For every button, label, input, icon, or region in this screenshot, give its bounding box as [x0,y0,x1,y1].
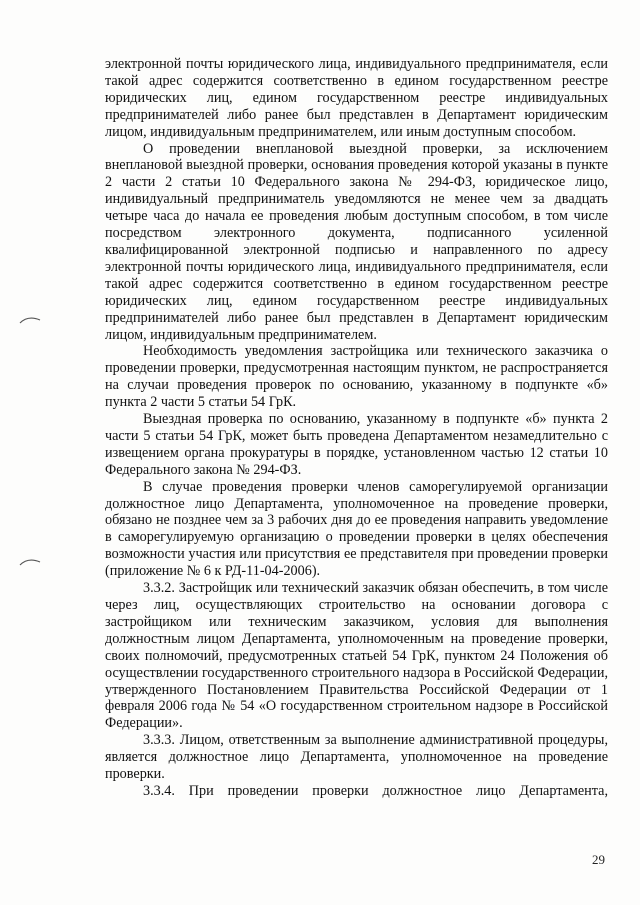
binding-mark-top [18,313,42,325]
paragraph: В случае проведения проверки членов саморегулируемой организации должностное лицо Департамента, уполномоченное на проведение проверки, обязано не позднее чем за 3 рабочих дня до ее проведения направить уведомление в саморегулируемую организацию о проведении проверки в целях обеспечения возможности участия или присутствия ее представителя при проведении проверки (приложение № 6 к РД-11-04-2006). [105,478,608,580]
paragraph: 3.3.3. Лицом, ответственным за выполнение административной процедуры, является должностное лицо Департамента, уполномоченное на проведение проверки. [105,732,608,783]
paragraph: Выездная проверка по основанию, указанному в подпункте «б» пункта 2 части 5 статьи 54 ГрК, может быть проведена Департаментом незамедлительно с извещением органа прокуратуры в порядке, установленном частью 12 статьи 10 Федерального закона № 294-ФЗ. [105,411,608,478]
paragraph: Необходимость уведомления застройщика или технического заказчика о проведении проверки, предусмотренная настоящим пунктом, не распространяется на случаи проведения проверок по основанию, указанному в подпункте «б» пункта 2 части 5 статьи 54 ГрК. [105,343,608,411]
paragraph: 3.3.2. Застройщик или технический заказчик обязан обеспечить, в том числе через лиц, осуществляющих строительство на основании договора с застройщиком или техническим заказчиком, условия для выполнения должностным лицом Департамента, уполномоченным на проведение проверки, своих полномочий, предусмотренных статьей 54 ГрК, пунктом 24 Положения об осуществлении государственного строительного надзора в Российской Федерации, утвержденного Постановлением Правительства Российской Федерации от 1 февраля 2006 года № 54 «О государственном строительном надзоре в Российской Федерации». [105,580,608,732]
paragraph: электронной почты юридического лица, индивидуального предпринимателя, если такой адрес содержится соответственно в едином государственном реестре юридических лиц, едином государственном реестре индивидуальных предпринимателей либо ранее был представлен в Департамент юридическим лицом, индивидуальным предпринимателем, или иным доступным способом. [105,56,608,140]
page-number: 29 [592,852,605,867]
paragraph: О проведении внеплановой выездной проверки, за исключением внеплановой выездной проверки, основания проведения которой указаны в пункте 2 части 2 статьи 10 Федерального закона № 294-ФЗ, юридическое лицо, индивидуальный предприниматель уведомляются не менее чем за двадцать четыре часа до начала ее проведения любым доступным способом, в том числе посредством электронного документа, подписанного усиленной квалифицированной электронной подписью и направленного по адресу электронной почты юридического лица, индивидуального предпринимателя, если такой адрес содержится соответственно в едином государственном реестре юридических лиц, едином государственном реестре индивидуальных предпринимателей либо ранее был представлен в Департамент юридическим лицом, индивидуальным предпринимателем. [105,140,608,343]
binding-mark-bottom [18,555,42,567]
paragraph: 3.3.4. При проведении проверки должностное лицо Департамента, [143,782,608,799]
document-body [105,56,608,800]
